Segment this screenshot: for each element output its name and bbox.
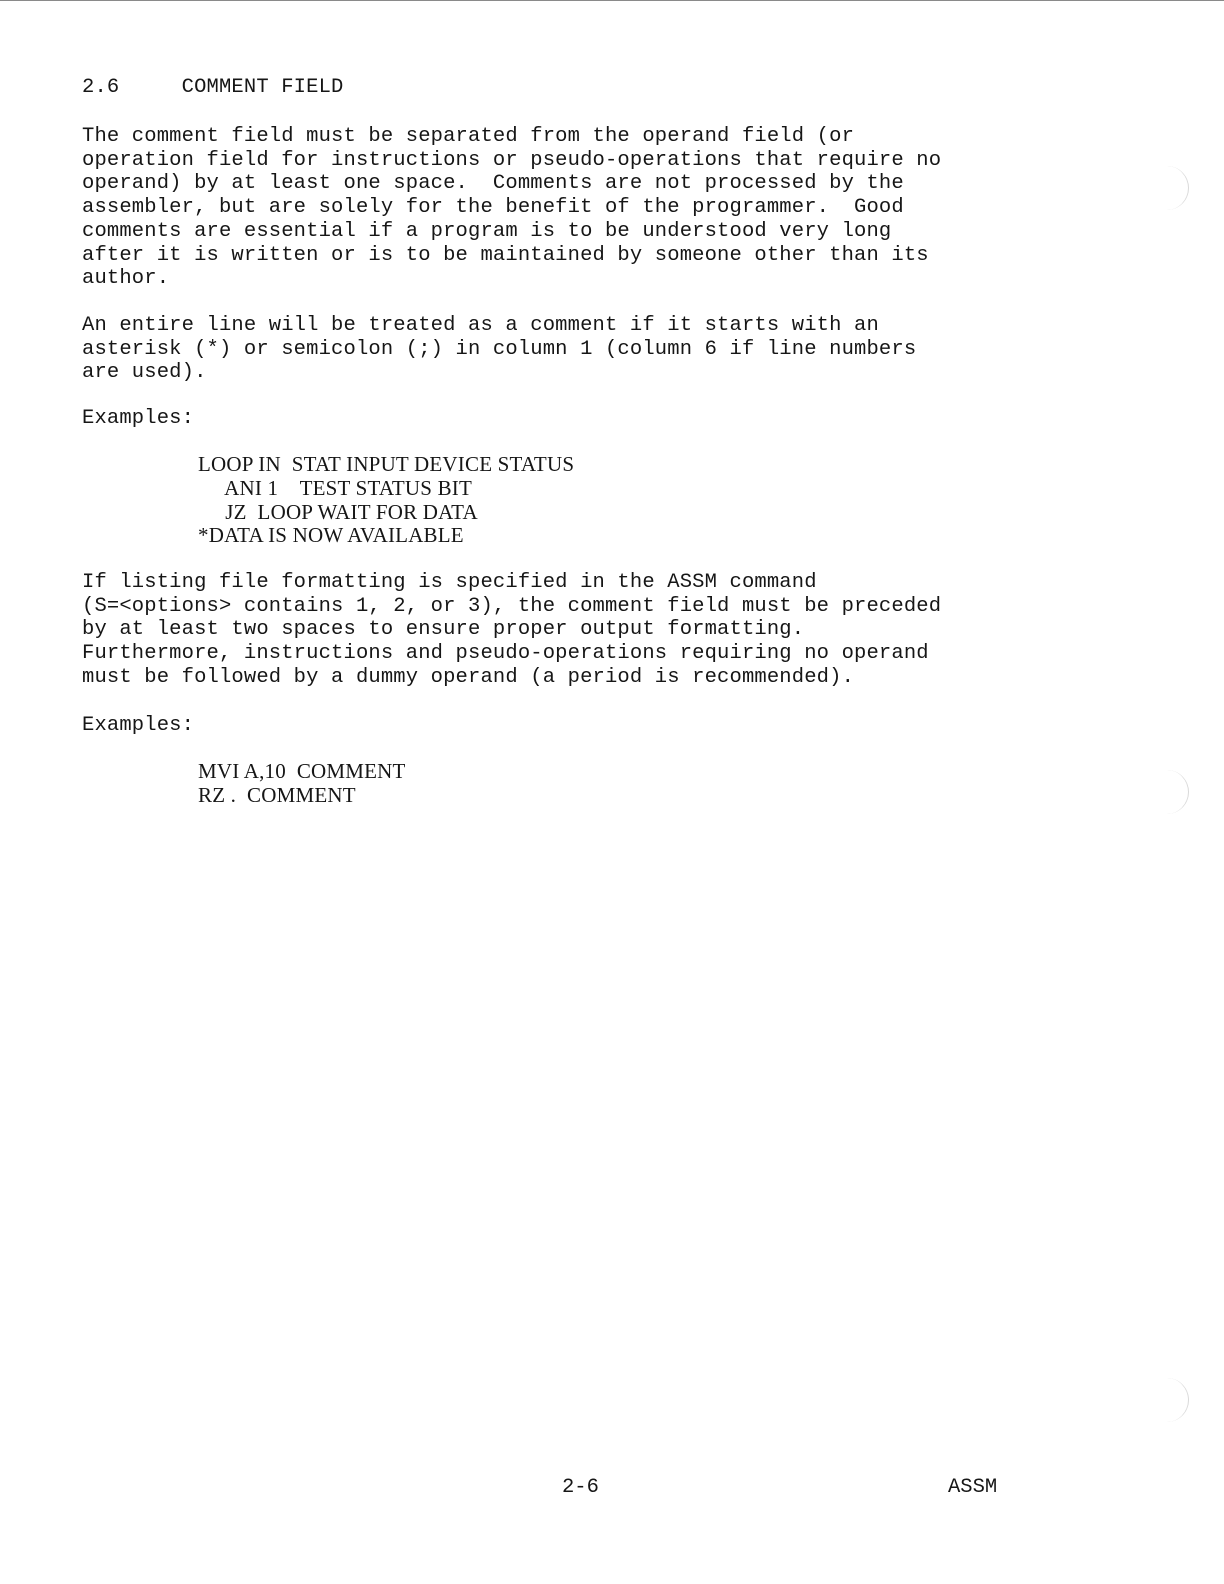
paragraph-listing-format: If listing file formatting is specified in the ASSM command (S=<options> contains 1, 2, or 3), the comment field must be preceded by at least two spaces to ensure proper output formatting. Furthermore, instructions and pseudo-operations requiring no operand must be followed by a dummy operand (a period is recommended). (82, 571, 942, 689)
binder-hole-mark-icon (1160, 770, 1189, 814)
example-code-block-2: MVI A,10 COMMENT RZ . COMMENT (198, 759, 406, 807)
section-heading: 2.6 COMMENT FIELD (82, 76, 344, 99)
examples-label-1: Examples: (82, 407, 195, 430)
examples-label-2: Examples: (82, 714, 195, 737)
binder-hole-mark-icon (1160, 1378, 1189, 1422)
binder-hole-mark-icon (1160, 166, 1189, 210)
scan-top-edge (0, 0, 1224, 1)
paragraph-comment-line: An entire line will be treated as a comment if it starts with an asterisk (*) or semicolon (;) in column 1 (column 6 if line numbers are used). (82, 314, 917, 385)
paragraph-comment-separation: The comment field must be separated from the operand field (or operation field for instructions or pseudo-operations that require no operand) by at least one space. Comments are not processed by the assembler, but are solely for the benefit of the programmer. Good comments are essential if a program is to be understood very long after it is written or is to be maintained by someone other than its author. (82, 125, 942, 291)
example-code-block-1: LOOP IN STAT INPUT DEVICE STATUS ANI 1 TEST STATUS BIT JZ LOOP WAIT FOR DATA *DATA IS NOW AVAILABLE (198, 452, 575, 548)
footer-manual-name: ASSM (948, 1476, 998, 1499)
footer-page-number: 2-6 (562, 1476, 599, 1499)
